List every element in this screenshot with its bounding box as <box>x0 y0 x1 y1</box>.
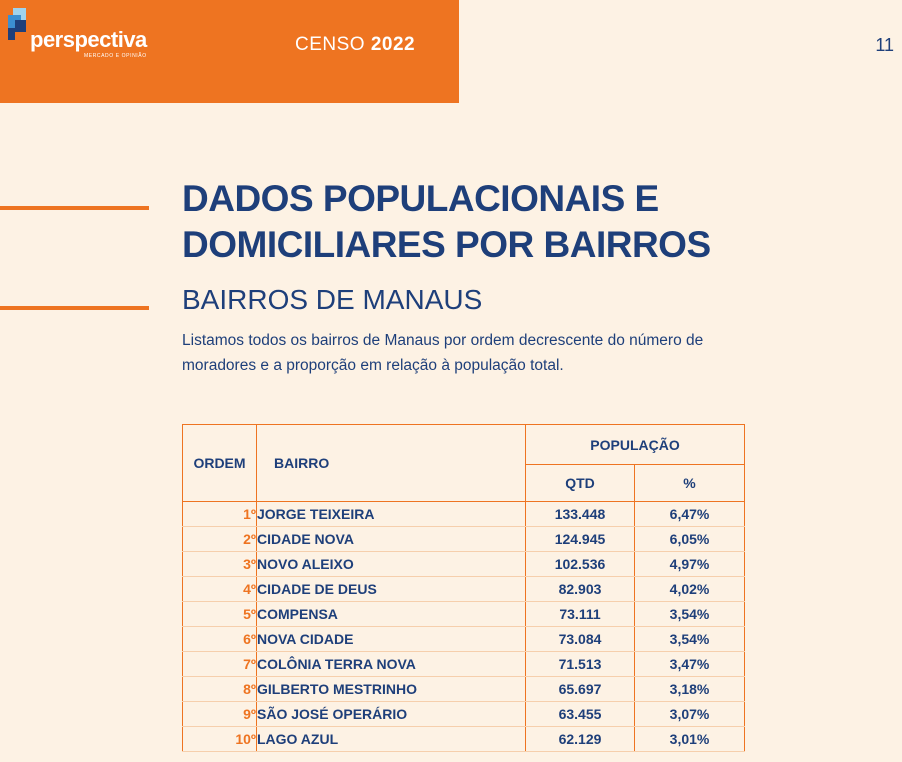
cell-bairro: CIDADE NOVA <box>257 527 526 552</box>
page-title <box>182 176 711 268</box>
section-year: 2022 <box>370 34 416 55</box>
cell-ordem: 7º <box>183 652 257 677</box>
cell-qtd: 71.513 <box>526 652 635 677</box>
cell-qtd: 73.084 <box>526 627 635 652</box>
table-row <box>183 727 745 752</box>
intro-paragraph: Listamos todos os bairros de Manaus por ordem decrescente do número de moradores e a proporção em relação à população total. <box>182 332 704 374</box>
col-header-ordem: ORDEM <box>183 425 257 502</box>
cell-bairro: SÃO JOSÉ OPERÁRIO <box>257 702 526 727</box>
cell-qtd: 63.455 <box>526 702 635 727</box>
section-label <box>295 34 415 56</box>
page-title-line-1: DADOS POPULACIONAIS E <box>182 178 659 219</box>
table-row <box>183 602 745 627</box>
table-row <box>183 552 745 577</box>
page-title-line-2: DOMICILIARES POR BAIRROS <box>182 224 711 265</box>
brand-logo <box>6 8 166 58</box>
logo-mark-icon <box>6 8 32 42</box>
cell-ordem: 10º <box>183 727 257 752</box>
page-subtitle: BAIRROS DE MANAUS <box>182 284 483 315</box>
cell-pct: 4,02% <box>635 577 745 602</box>
col-header-pct: % <box>635 465 745 502</box>
cell-bairro: NOVO ALEIXO <box>257 552 526 577</box>
table-row <box>183 502 745 527</box>
cell-pct: 6,47% <box>635 502 745 527</box>
cell-bairro: LAGO AZUL <box>257 727 526 752</box>
table-row <box>183 702 745 727</box>
col-header-populacao: POPULAÇÃO <box>526 425 745 465</box>
table-row <box>183 527 745 552</box>
cell-bairro: COMPENSA <box>257 602 526 627</box>
cell-qtd: 124.945 <box>526 527 635 552</box>
cell-ordem: 8º <box>183 677 257 702</box>
cell-ordem: 1º <box>183 502 257 527</box>
cell-bairro: JORGE TEIXEIRA <box>257 502 526 527</box>
brand-tagline: MERCADO E OPINIÃO <box>84 53 147 59</box>
cell-pct: 3,07% <box>635 702 745 727</box>
table-row <box>183 677 745 702</box>
cell-ordem: 2º <box>183 527 257 552</box>
cell-qtd: 65.697 <box>526 677 635 702</box>
population-table <box>182 424 745 752</box>
brand-name: perspectiva <box>30 27 147 52</box>
cell-qtd: 133.448 <box>526 502 635 527</box>
cell-bairro: GILBERTO MESTRINHO <box>257 677 526 702</box>
cell-ordem: 9º <box>183 702 257 727</box>
cell-qtd: 82.903 <box>526 577 635 602</box>
table-row <box>183 627 745 652</box>
col-header-bairro: BAIRRO <box>257 425 526 502</box>
cell-bairro: NOVA CIDADE <box>257 627 526 652</box>
cell-bairro: CIDADE DE DEUS <box>257 577 526 602</box>
cell-ordem: 6º <box>183 627 257 652</box>
section-label-text: CENSO <box>295 34 366 55</box>
cell-pct: 6,05% <box>635 527 745 552</box>
cell-pct: 4,97% <box>635 552 745 577</box>
cell-pct: 3,54% <box>635 627 745 652</box>
cell-pct: 3,54% <box>635 602 745 627</box>
subtitle-rule <box>0 306 149 310</box>
cell-ordem: 5º <box>183 602 257 627</box>
table-row <box>183 577 745 602</box>
cell-bairro: COLÔNIA TERRA NOVA <box>257 652 526 677</box>
col-header-qtd: QTD <box>526 465 635 502</box>
title-rule <box>0 206 149 210</box>
cell-ordem: 3º <box>183 552 257 577</box>
cell-pct: 3,01% <box>635 727 745 752</box>
cell-qtd: 102.536 <box>526 552 635 577</box>
header-band <box>0 0 459 103</box>
cell-ordem: 4º <box>183 577 257 602</box>
cell-qtd: 62.129 <box>526 727 635 752</box>
page-number: 11 <box>875 35 894 55</box>
cell-qtd: 73.111 <box>526 602 635 627</box>
cell-pct: 3,18% <box>635 677 745 702</box>
table-row <box>183 652 745 677</box>
cell-pct: 3,47% <box>635 652 745 677</box>
